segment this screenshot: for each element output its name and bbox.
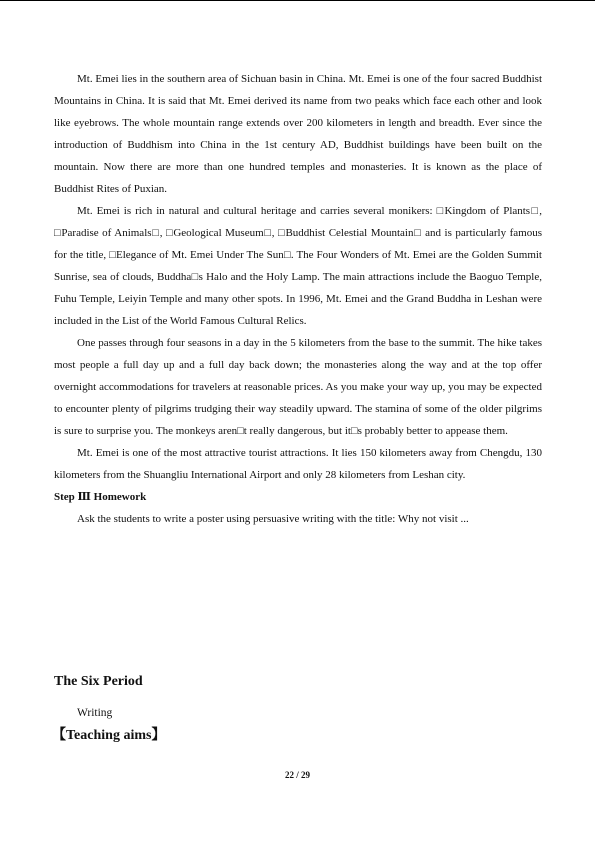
page-number: 22 / 29: [284, 770, 310, 780]
paragraph-heritage: Mt. Emei is rich in natural and cultural heritage and carries several monikers: □Kingdom of Plants□, □Paradise of Animals□, □Geological Museum□, □Buddhist Celestial Mountain□ and is particularly famous for the title, □Elegance of Mt. Emei Under The Sun□. The Four Wonders of Mt. Emei are the Golden Summit Sunrise, sea of clouds, Buddha□s Halo and the Holy Lamp. The main attractions include the Baoguo Temple, Fuhu Temple, Leiyin Temple and many other spots. In 1996, Mt. Emei and the Grand Buddha in Leshan were included in the List of the World Famous Cultural Relics.: [54, 205, 542, 327]
paragraph-hike: One passes through four seasons in a day in the 5 kilometers from the base to the summit. The hike takes most people a full day up and a full day back down; the monasteries along the way and at the top offer overnight accommodations for travelers at reasonable prices. As you make your way up, you may be expected to encounter plenty of pilgrims trudging their way steadily upward. The stamina of some of the older pilgrims is sure to surprise you. The monkeys aren□t really dangerous, but it□s probably better to appease them.: [54, 337, 542, 437]
page-top-border: [0, 0, 595, 1]
paragraph-intro: Mt. Emei lies in the southern area of Sichuan basin in China. Mt. Emei is one of the four sacred Buddhist Mountains in China. It is said that Mt. Emei derived its name from two peaks which face each other and look like eyebrows. The whole mountain range extends over 200 kilometers in length and breadth. Ever since the introduction of Buddhism into China in the 1st century AD, Buddhist buildings have been built on the mountain. Now there are more than one hundred temples and monasteries. It is known as the place of Buddhist Rites of Puxian.: [54, 73, 542, 195]
paragraph-location: Mt. Emei is one of the most attractive tourist attractions. It lies 150 kilometers away from Chengdu, 130 kilometers from the Shuangliu International Airport and only 28 kilometers from Leshan city.: [54, 447, 542, 481]
homework-text: Ask the students to write a poster using persuasive writing with the title: Why not visit ...: [77, 513, 469, 525]
period-title: The Six Period: [54, 674, 143, 689]
step-heading: Step Ⅲ Homework: [54, 491, 147, 503]
document-body: [54, 68, 542, 530]
writing-label: Writing: [77, 707, 113, 719]
teaching-aims-heading: 【Teaching aims】: [52, 728, 166, 743]
